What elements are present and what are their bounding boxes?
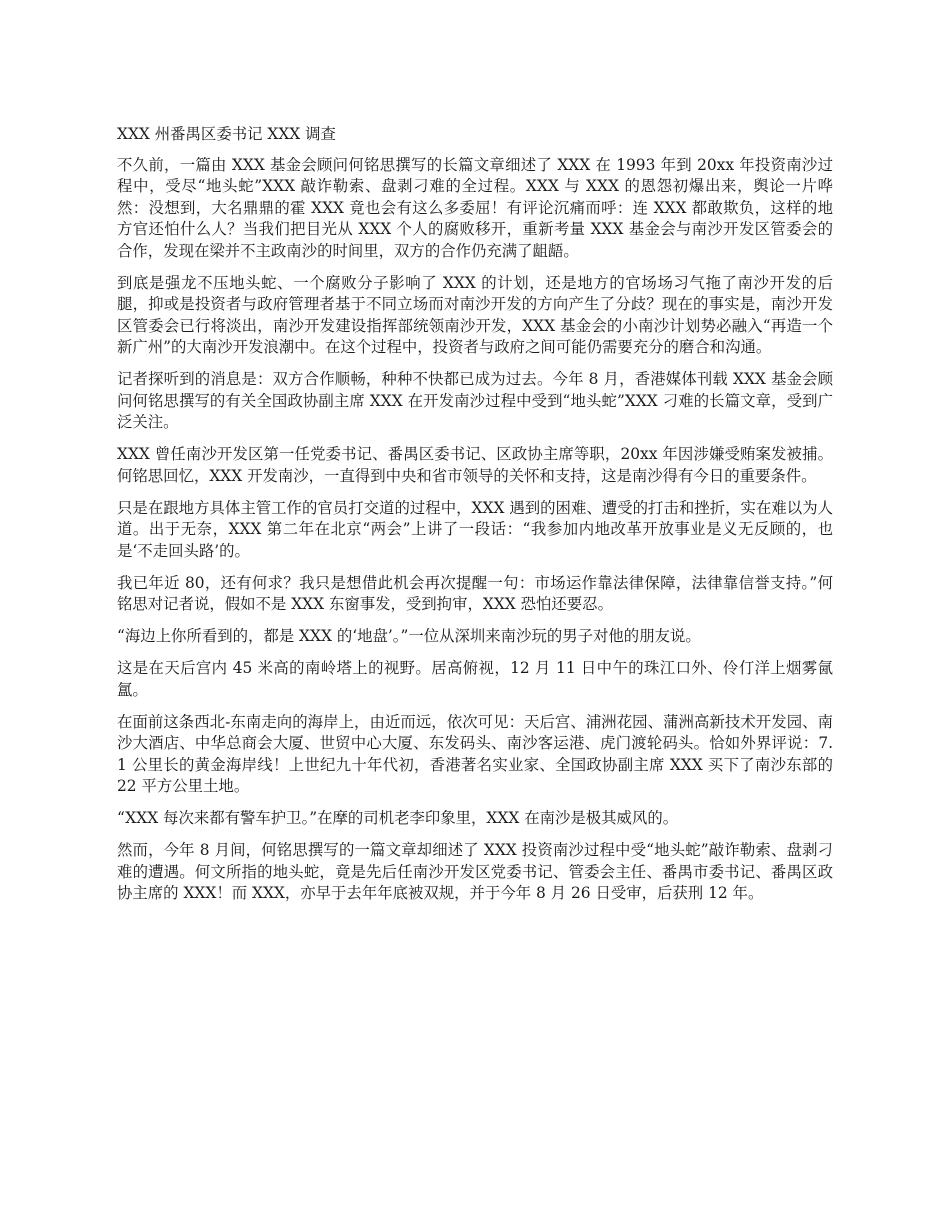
paragraph-10: “XXX 每次来都有警车护卫。”在摩的司机老李印象里，XXX 在南沙是极其威风的。	[117, 809, 679, 827]
paragraph-1: 不久前，一篇由 XXX 基金会顾问何铭思撰写的长篇文章细述了 XXX 在 1993 年到 20xx 年投资南沙过程中，受尽“地头蛇”XXX 敲诈勒索、盘剥刁难的全过程。XXX 与 XXX 的恩怨初爆出来，舆论一片哗然：没想到，大名鼎鼎的霍 XXX 竟也会有这么多委屈！有评论沉痛而呼：连 XXX 都敢欺负，这样的地方官还怕什么人？当我们把目光从 XXX 个人的腐败移开，重新考量 XXX 基金会与南沙开发区管委会的合作，发现在梁并不主政南沙的时间里，双方的合作仍充满了龃龉。	[117, 155, 833, 260]
document-page	[117, 124, 833, 915]
paragraph-5: 只是在跟地方具体主管工作的官员打交道的过程中，XXX 遇到的困难、遭受的打击和挫折，实在难以为人道。出于无奈，XXX 第二年在北京“两会”上讲了一段话：“我参加内地改革开放事业是义无反顾的，也是‘不走回头路’的。	[117, 498, 833, 560]
paragraph-9: 在面前这条西北-东南走向的海岸上，由近而远，依次可见：天后宫、浦洲花园、蒲洲高新技术开发园、南沙大酒店、中华总商会大厦、世贸中心大厦、东发码头、南沙客运港、虎门渡轮码头。恰如外界评说：7.1 公里长的黄金海岸线！上世纪九十年代初，香港著名实业家、全国政协副主席 XXX 买下了南沙东部的 22 平方公里土地。	[117, 712, 833, 795]
document-title: XXX 州番禺区委书记 XXX 调查	[117, 125, 336, 143]
paragraph-6: 我已年近 80，还有何求？我只是想借此机会再次提醒一句：市场运作靠法律保障，法律靠信誉支持。”何铭思对记者说，假如不是 XXX 东窗事发，受到拘审，XXX 恐怕还要忍。	[117, 573, 833, 613]
paragraph-7: “海边上你所看到的，都是 XXX 的‘地盘’。”一位从深圳来南沙玩的男子对他的朋友说。	[117, 627, 701, 645]
paragraph-8: 这是在天后宫内 45 米高的南岭塔上的视野。居高俯视，12 月 11 日中午的珠江口外、伶仃洋上烟雾氤氲。	[117, 659, 833, 699]
paragraph-4: XXX 曾任南沙开发区第一任党委书记、番禺区委书记、区政协主席等职，20xx 年因涉嫌受贿案发被捕。何铭思回忆，XXX 开发南沙，一直得到中央和省市领导的关怀和支持，这是南沙得有今日的重要条件。	[117, 445, 833, 485]
paragraph-3: 记者探听到的消息是：双方合作顺畅，种种不快都已成为过去。今年 8 月，香港媒体刊载 XXX 基金会顾问何铭思撰写的有关全国政协副主席 XXX 在开发南沙过程中受到“地头蛇”XXX 刁难的长篇文章，受到广泛关注。	[117, 370, 833, 431]
paragraph-2: 到底是强龙不压地头蛇、一个腐败分子影响了 XXX 的计划，还是地方的官场场习气拖了南沙开发的后腿，抑或是投资者与政府管理者基于不同立场而对南沙开发的方向产生了分歧？现在的事实是，南沙开发区管委会已行将淡出，南沙开发建设指挥部统领南沙开发，XXX 基金会的小南沙计划势必融入“再造一个新广州”的大南沙开发浪潮中。在这个过程中，投资者与政府之间可能仍需要充分的磨合和沟通。	[117, 273, 833, 356]
paragraph-11: 然而，今年 8 月间，何铭思撰写的一篇文章却细述了 XXX 投资南沙过程中受“地头蛇”敲诈勒索、盘剥刁难的遭遇。何文所指的地头蛇，竟是先后任南沙开发区党委书记、管委会主任、番禺市委书记、番禺区政协主席的 XXX！而 XXX，亦早于去年年底被双规，并于今年 8 月 26 日受审，后获刑 12 年。	[117, 841, 833, 902]
